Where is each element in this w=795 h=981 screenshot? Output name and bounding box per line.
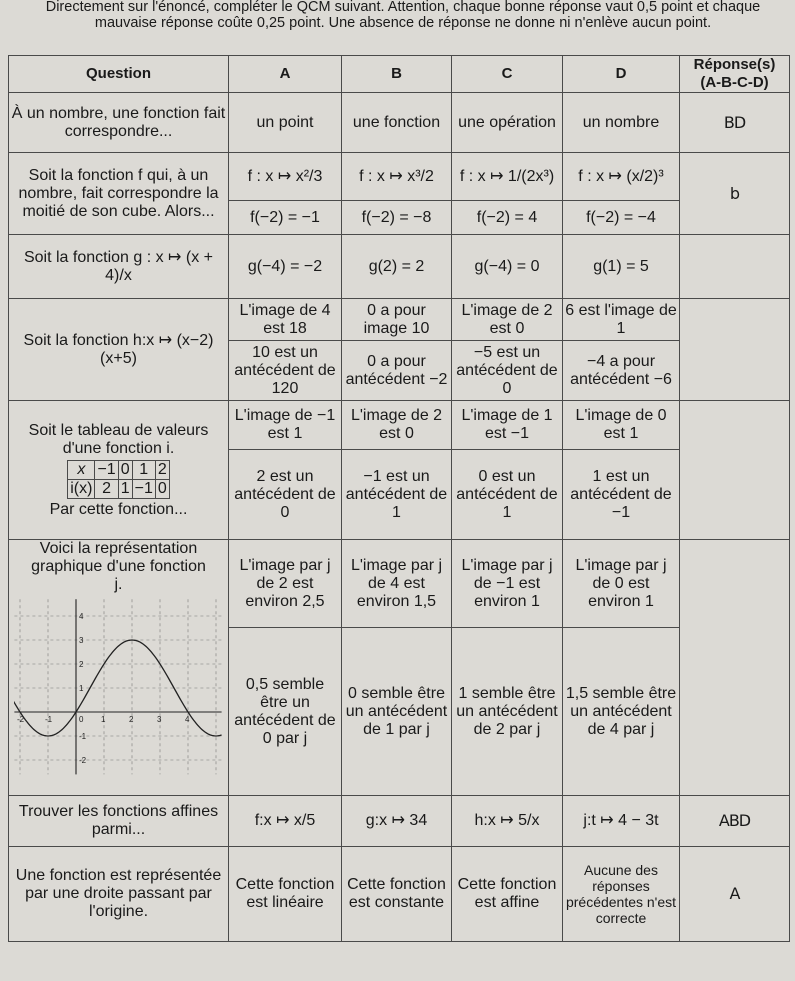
choice-6-d-bottom: 1,5 semble être un antécédent de 4 par j <box>563 628 680 796</box>
values-table-x: −1 <box>95 460 118 479</box>
values-table-x: 2 <box>155 460 169 479</box>
choice-3-b: g(2) = 2 <box>342 235 452 299</box>
choice-5-b-top: L'image de 2 est 0 <box>342 401 452 450</box>
y-tick-label: 4 <box>78 612 83 621</box>
question-6-text: Voici la représentation graphique d'une fonction j. <box>31 540 206 593</box>
choice-1-c: une opération <box>452 93 563 153</box>
question-row-4-top <box>9 299 790 341</box>
choice-8-b: Cette fonction est constante <box>342 847 452 942</box>
choice-4-b-top: 0 a pour image 10 <box>342 299 452 341</box>
choice-4-c-bottom: −5 est un antécédent de 0 <box>452 341 563 401</box>
answer-2[interactable]: b <box>680 153 790 235</box>
choice-7-b: g:x ↦ 34 <box>342 796 452 847</box>
choice-4-b-bottom: 0 a pour antécédent −2 <box>342 341 452 401</box>
choice-5-c-bottom: 0 est un antécédent de 1 <box>452 450 563 540</box>
choice-2-d-formula: f : x ↦ (x/2)³ <box>563 153 680 201</box>
question-2: Soit la fonction f qui, à un nombre, fait correspondre la moitié de son cube. Alors... <box>9 153 229 235</box>
choice-4-c-top: L'image de 2 est 0 <box>452 299 563 341</box>
values-table-y: −1 <box>132 479 155 498</box>
choice-6-d-top: L'image par j de 0 est environ 1 <box>563 540 680 628</box>
x-tick-label: -1 <box>44 715 52 724</box>
choice-2-c-value: f(−2) = 4 <box>452 201 563 235</box>
values-table <box>67 460 170 499</box>
choice-5-a-bottom: 2 est un antécédent de 0 <box>229 450 342 540</box>
choice-6-a-top: L'image par j de 2 est environ 2,5 <box>229 540 342 628</box>
choice-6-c-bottom: 1 semble être un antécédent de 2 par j <box>452 628 563 796</box>
values-table-y: 1 <box>118 479 132 498</box>
values-table-y: 0 <box>155 479 169 498</box>
y-tick-label: -1 <box>78 732 86 741</box>
question-8: Une fonction est représentée par une droite passant par l'origine. <box>9 847 229 942</box>
header-d: D <box>563 56 680 93</box>
question-3: Soit la fonction g : x ↦ (x + 4)/x <box>9 235 229 299</box>
choice-5-d-top: L'image de 0 est 1 <box>563 401 680 450</box>
choice-6-a-bottom: 0,5 semble être un antécédent de 0 par j <box>229 628 342 796</box>
question-5-end: Par cette fonction... <box>49 500 188 518</box>
choice-7-c: h:x ↦ 5/x <box>452 796 563 847</box>
choice-4-a-top: L'image de 4 est 18 <box>229 299 342 341</box>
question-5-text: Soit le tableau de valeurs d'une fonction i. <box>28 421 209 457</box>
answer-5[interactable] <box>680 401 790 540</box>
choice-8-d: Aucune des réponses précédentes n'est correcte <box>563 847 680 942</box>
choice-1-b: une fonction <box>342 93 452 153</box>
question-4: Soit la fonction h:x ↦ (x−2)(x+5) <box>9 299 229 401</box>
question-row-8 <box>9 847 790 942</box>
choice-8-c: Cette fonction est affine <box>452 847 563 942</box>
question-row-7 <box>9 796 790 847</box>
choice-2-c-formula: f : x ↦ 1/(2x³) <box>452 153 563 201</box>
choice-3-a: g(−4) = −2 <box>229 235 342 299</box>
question-row-6-top <box>9 540 790 628</box>
question-row-5-top <box>9 401 790 450</box>
choice-6-b-bottom: 0 semble être un antécédent de 1 par j <box>342 628 452 796</box>
question-1: À un nombre, une fonction fait correspondre... <box>9 93 229 153</box>
choice-2-b-value: f(−2) = −8 <box>342 201 452 235</box>
x-tick-label: 0 <box>78 715 83 724</box>
question-5 <box>9 401 229 540</box>
choice-2-a-value: f(−2) = −1 <box>229 201 342 235</box>
values-table-y-label: i(x) <box>68 479 95 498</box>
choice-7-d: j:t ↦ 4 − 3t <box>563 796 680 847</box>
values-table-y: 2 <box>95 479 118 498</box>
header-b: B <box>342 56 452 93</box>
choice-6-c-top: L'image par j de −1 est environ 1 <box>452 540 563 628</box>
y-tick-label: -2 <box>78 756 86 765</box>
answer-6[interactable] <box>680 540 790 796</box>
answer-7[interactable]: ABD <box>680 796 790 847</box>
y-tick-label: 2 <box>78 660 83 669</box>
answer-8[interactable]: A <box>680 847 790 942</box>
choice-2-a-formula: f : x ↦ x²/3 <box>229 153 342 201</box>
question-row-3 <box>9 235 790 299</box>
choice-5-b-bottom: −1 est un antécédent de 1 <box>342 450 452 540</box>
answer-3[interactable] <box>680 235 790 299</box>
answer-1[interactable]: BD <box>680 93 790 153</box>
choice-1-a: un point <box>229 93 342 153</box>
header-a: A <box>229 56 342 93</box>
question-row-2-top <box>9 153 790 201</box>
instructions: Directement sur l'énoncé, compléter le QCM suivant. Attention, chaque bonne réponse vaut 0,5 point et chaque mauvaise réponse coûte 0,25 point. Une absence de réponse ne donne ni n'enlève aucun point. <box>45 0 761 31</box>
choice-5-d-bottom: 1 est un antécédent de −1 <box>563 450 680 540</box>
question-6 <box>9 540 229 796</box>
x-tick-label: 3 <box>156 715 161 724</box>
choice-3-d: g(1) = 5 <box>563 235 680 299</box>
values-table-x: 1 <box>132 460 155 479</box>
choice-2-d-value: f(−2) = −4 <box>563 201 680 235</box>
choice-5-c-top: L'image de 1 est −1 <box>452 401 563 450</box>
choice-6-b-top: L'image par j de 4 est environ 1,5 <box>342 540 452 628</box>
x-tick-label: 2 <box>128 715 133 724</box>
choice-5-a-top: L'image de −1 est 1 <box>229 401 342 450</box>
y-tick-label: 1 <box>78 684 83 693</box>
values-table-x: 0 <box>118 460 132 479</box>
choice-2-b-formula: f : x ↦ x³/2 <box>342 153 452 201</box>
answer-4[interactable] <box>680 299 790 401</box>
y-tick-label: 3 <box>78 636 83 645</box>
header-c: C <box>452 56 563 93</box>
choice-8-a: Cette fonction est linéaire <box>229 847 342 942</box>
x-tick-label: 1 <box>100 715 105 724</box>
choice-4-a-bottom: 10 est un antécédent de 120 <box>229 341 342 401</box>
x-tick-label: 4 <box>184 715 189 724</box>
choice-1-d: un nombre <box>563 93 680 153</box>
choice-4-d-bottom: −4 a pour antécédent −6 <box>563 341 680 401</box>
qcm-table <box>8 55 790 942</box>
header-question: Question <box>9 56 229 93</box>
function-graph <box>14 594 224 794</box>
header-row <box>9 56 790 93</box>
values-table-x-label: x <box>68 460 95 479</box>
header-reponse: Réponse(s) (A-B-C-D) <box>680 56 790 93</box>
choice-4-d-top: 6 est l'image de 1 <box>563 299 680 341</box>
choice-3-c: g(−4) = 0 <box>452 235 563 299</box>
choice-7-a: f:x ↦ x/5 <box>229 796 342 847</box>
question-row-1 <box>9 93 790 153</box>
question-7: Trouver les fonctions affines parmi... <box>9 796 229 847</box>
x-tick-label: -2 <box>16 715 24 724</box>
